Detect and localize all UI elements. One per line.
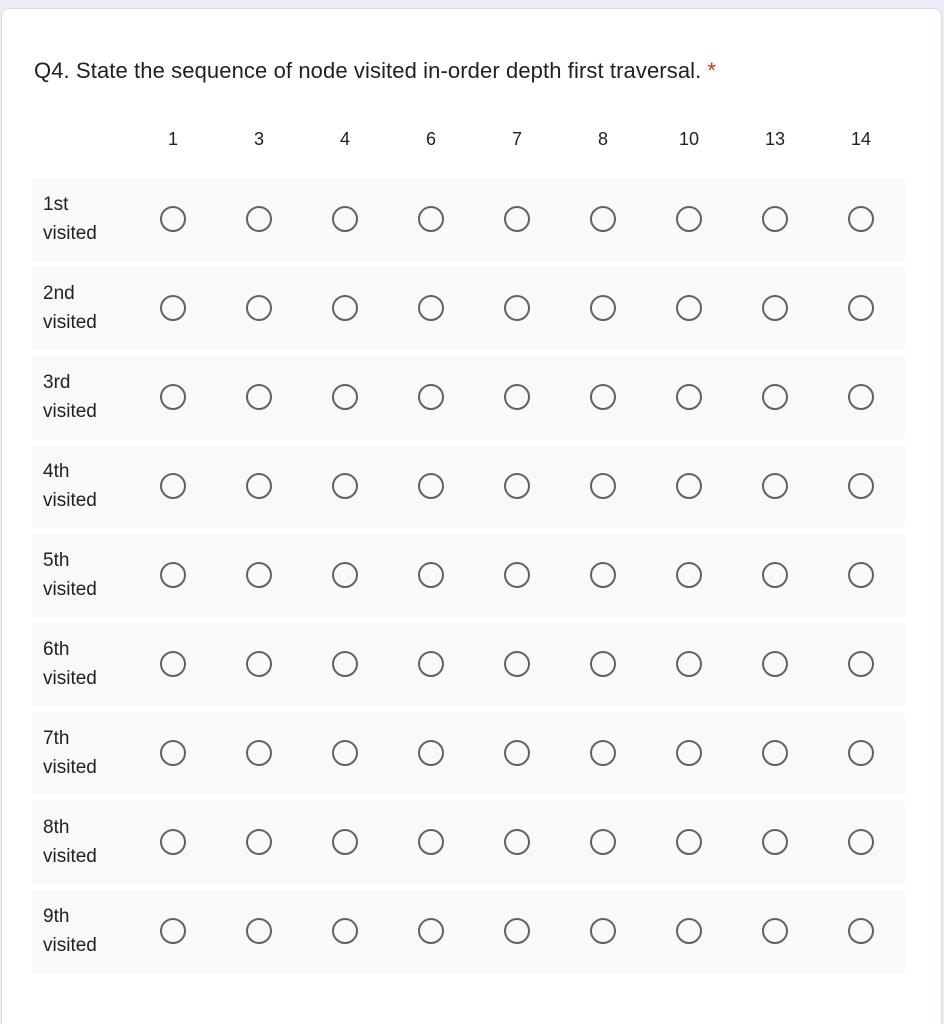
grid-row xyxy=(32,178,905,261)
row-label xyxy=(43,368,133,426)
radio-button[interactable] xyxy=(160,918,186,944)
radio-button[interactable] xyxy=(332,829,358,855)
radio-button[interactable] xyxy=(160,206,186,232)
radio-button[interactable] xyxy=(590,918,616,944)
radio-button[interactable] xyxy=(762,206,788,232)
radio-button[interactable] xyxy=(246,295,272,321)
radio-button[interactable] xyxy=(848,295,874,321)
radio-button[interactable] xyxy=(590,562,616,588)
radio-button[interactable] xyxy=(676,295,702,321)
radio-button[interactable] xyxy=(504,651,530,677)
row-label xyxy=(43,546,133,604)
radio-button[interactable] xyxy=(160,295,186,321)
radio-button[interactable] xyxy=(418,295,444,321)
radio-button[interactable] xyxy=(246,740,272,766)
radio-button[interactable] xyxy=(246,829,272,855)
radio-button[interactable] xyxy=(332,651,358,677)
row-label-suffix: visited xyxy=(43,312,97,333)
radio-button[interactable] xyxy=(676,473,702,499)
column-header: 10 xyxy=(678,129,700,149)
grid-row xyxy=(32,623,905,706)
radio-button[interactable] xyxy=(332,473,358,499)
column-header-row xyxy=(32,120,905,160)
radio-button[interactable] xyxy=(848,651,874,677)
grid-row xyxy=(32,534,905,617)
radio-button[interactable] xyxy=(504,206,530,232)
column-header: 4 xyxy=(339,129,350,149)
grid-row xyxy=(32,267,905,350)
radio-button[interactable] xyxy=(418,740,444,766)
column-header: 7 xyxy=(511,129,522,149)
radio-button[interactable] xyxy=(762,473,788,499)
radio-button[interactable] xyxy=(246,473,272,499)
radio-button[interactable] xyxy=(590,740,616,766)
radio-button[interactable] xyxy=(160,829,186,855)
row-label xyxy=(43,279,133,337)
radio-button[interactable] xyxy=(418,206,444,232)
radio-button[interactable] xyxy=(504,829,530,855)
grid-row xyxy=(32,356,905,439)
radio-button[interactable] xyxy=(590,206,616,232)
grid-row xyxy=(32,445,905,528)
radio-button[interactable] xyxy=(590,829,616,855)
radio-button[interactable] xyxy=(418,384,444,410)
radio-button[interactable] xyxy=(160,651,186,677)
question-title xyxy=(34,57,716,85)
row-label xyxy=(43,813,133,871)
row-label-ordinal: 9th xyxy=(43,906,70,927)
radio-button[interactable] xyxy=(418,473,444,499)
radio-button[interactable] xyxy=(332,206,358,232)
radio-button[interactable] xyxy=(504,295,530,321)
column-header: 14 xyxy=(850,129,872,149)
radio-button[interactable] xyxy=(848,829,874,855)
row-label xyxy=(43,724,133,782)
radio-button[interactable] xyxy=(676,384,702,410)
radio-button[interactable] xyxy=(246,918,272,944)
row-label-suffix: visited xyxy=(43,935,97,956)
column-header: 3 xyxy=(253,129,264,149)
radio-button[interactable] xyxy=(418,651,444,677)
row-label-suffix: visited xyxy=(43,490,97,511)
row-label-suffix: visited xyxy=(43,223,97,244)
radio-button[interactable] xyxy=(160,740,186,766)
radio-button[interactable] xyxy=(762,829,788,855)
radio-button[interactable] xyxy=(418,918,444,944)
radio-button[interactable] xyxy=(504,740,530,766)
radio-button[interactable] xyxy=(762,918,788,944)
required-asterisk: * xyxy=(707,58,717,83)
radio-button[interactable] xyxy=(848,473,874,499)
row-label-ordinal: 8th xyxy=(43,817,70,838)
radio-button[interactable] xyxy=(504,562,530,588)
question-title-text: Q4. State the sequence of node visited in-order depth first traversal. xyxy=(34,58,702,83)
grid-row xyxy=(32,712,905,795)
row-label-suffix: visited xyxy=(43,668,97,689)
radio-button[interactable] xyxy=(590,384,616,410)
row-label-ordinal: 3rd xyxy=(43,372,71,393)
radio-button[interactable] xyxy=(332,740,358,766)
radio-button[interactable] xyxy=(676,829,702,855)
grid-row xyxy=(32,801,905,884)
radio-button[interactable] xyxy=(332,384,358,410)
row-label-suffix: visited xyxy=(43,401,97,422)
radio-grid xyxy=(32,120,905,956)
radio-button[interactable] xyxy=(160,473,186,499)
radio-button[interactable] xyxy=(590,651,616,677)
radio-button[interactable] xyxy=(848,562,874,588)
row-label-ordinal: 6th xyxy=(43,639,70,660)
row-label xyxy=(43,635,133,693)
radio-button[interactable] xyxy=(762,651,788,677)
column-header: 1 xyxy=(167,129,178,149)
radio-button[interactable] xyxy=(590,473,616,499)
row-label-suffix: visited xyxy=(43,846,97,867)
radio-button[interactable] xyxy=(848,740,874,766)
grid-row xyxy=(32,890,905,973)
radio-button[interactable] xyxy=(848,206,874,232)
column-header: 6 xyxy=(425,129,436,149)
radio-button[interactable] xyxy=(332,562,358,588)
radio-button[interactable] xyxy=(332,918,358,944)
row-label-ordinal: 4th xyxy=(43,461,70,482)
radio-button[interactable] xyxy=(246,384,272,410)
row-label-ordinal: 1st xyxy=(43,194,69,215)
radio-button[interactable] xyxy=(848,384,874,410)
radio-button[interactable] xyxy=(504,473,530,499)
radio-button[interactable] xyxy=(676,651,702,677)
radio-button[interactable] xyxy=(246,651,272,677)
row-label xyxy=(43,190,133,248)
radio-button[interactable] xyxy=(676,206,702,232)
radio-button[interactable] xyxy=(418,562,444,588)
radio-button[interactable] xyxy=(590,295,616,321)
column-header: 13 xyxy=(764,129,786,149)
radio-button[interactable] xyxy=(504,918,530,944)
radio-button[interactable] xyxy=(504,384,530,410)
row-label-ordinal: 2nd xyxy=(43,283,75,304)
row-label xyxy=(43,457,133,515)
row-label-suffix: visited xyxy=(43,757,97,778)
radio-button[interactable] xyxy=(246,562,272,588)
radio-button[interactable] xyxy=(762,384,788,410)
row-label-ordinal: 5th xyxy=(43,550,70,571)
radio-button[interactable] xyxy=(762,740,788,766)
radio-button[interactable] xyxy=(160,384,186,410)
radio-button[interactable] xyxy=(160,562,186,588)
radio-button[interactable] xyxy=(676,740,702,766)
column-header: 8 xyxy=(597,129,608,149)
radio-button[interactable] xyxy=(676,562,702,588)
radio-button[interactable] xyxy=(418,829,444,855)
radio-button[interactable] xyxy=(762,295,788,321)
row-label-suffix: visited xyxy=(43,579,97,600)
radio-button[interactable] xyxy=(332,295,358,321)
radio-button[interactable] xyxy=(762,562,788,588)
row-label xyxy=(43,902,133,960)
radio-button[interactable] xyxy=(676,918,702,944)
row-label-ordinal: 7th xyxy=(43,728,70,749)
radio-button[interactable] xyxy=(246,206,272,232)
radio-button[interactable] xyxy=(848,918,874,944)
